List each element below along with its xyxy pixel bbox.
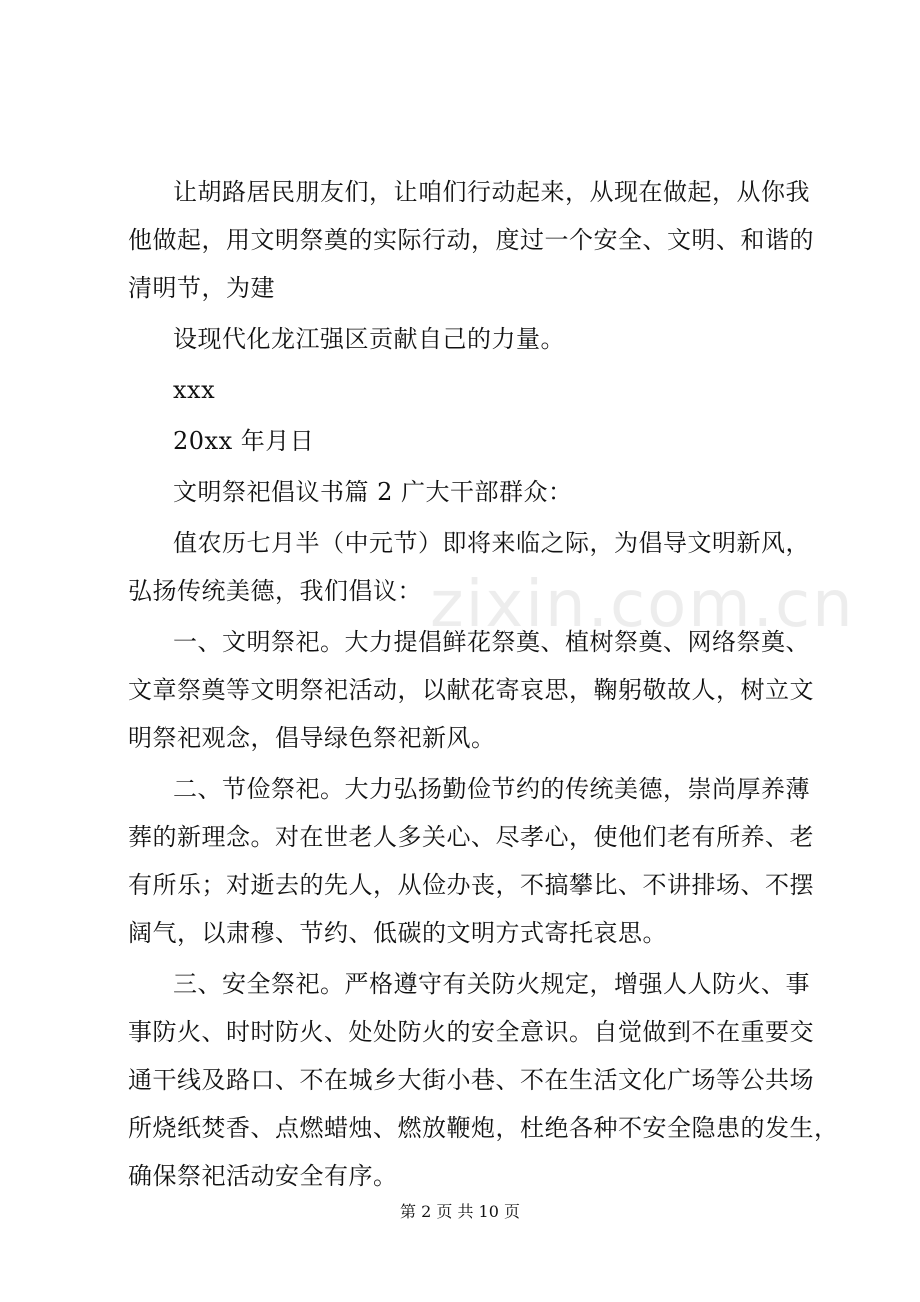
paragraph-closing-call <box>128 168 814 312</box>
text-line: 事防火、时时防火、处处防火的安全意识。自觉做到不在重要交 <box>128 1018 814 1046</box>
text-line: 二、节俭祭祀。大力弘扬勤俭节约的传统美德，崇尚厚养薄 <box>173 775 810 803</box>
paragraph-intro <box>128 519 808 615</box>
signature-name <box>128 366 808 414</box>
page-footer: 第 2 页 共 10 页 <box>400 1202 520 1221</box>
section-heading <box>128 468 808 516</box>
paragraph-item-3 <box>128 960 839 1200</box>
text-line: 阔气，以肃穆、节约、低碳的文明方式寄托哀思。 <box>128 919 667 947</box>
text-line: 让胡路居民朋友们，让咱们行动起来，从现在做起，从你我 <box>173 178 810 206</box>
text-line: 弘扬传统美德，我们倡议： <box>128 577 422 605</box>
text-line: 通干线及路口、不在城乡大街小巷、不在生活文化广场等公共场 <box>128 1066 814 1094</box>
text-line: 明祭祀观念，倡导绿色祭祀新风。 <box>128 724 496 752</box>
text-line: 值农历七月半（中元节）即将来临之际，为倡导文明新风， <box>173 529 810 557</box>
text-line: 文明祭祀倡议书篇 2 广大干部群众： <box>173 478 573 506</box>
document-body <box>128 168 839 1200</box>
paragraph-item-2 <box>128 765 814 957</box>
text-line: 清明节，为建 <box>128 274 275 302</box>
text-line: 一、文明祭祀。大力提倡鲜花祭奠、植树祭奠、网络祭奠、 <box>173 628 810 656</box>
paragraph-closing-continued <box>128 315 808 363</box>
text-line: 葬的新理念。对在世老人多关心、尽孝心，使他们老有所养、老 <box>128 823 814 851</box>
text-line: 他做起，用文明祭奠的实际行动，度过一个安全、文明、和谐的 <box>128 226 814 254</box>
text-line: xxx <box>173 376 216 404</box>
watermark: zixin.com.cn <box>430 568 855 642</box>
text-line: 文章祭奠等文明祭祀活动，以献花寄哀思，鞠躬敬故人，树立文 <box>128 676 814 704</box>
text-line: 三、安全祭祀。严格遵守有关防火规定，增强人人防火、事 <box>173 970 810 998</box>
text-line: 20xx 年月日 <box>173 427 315 455</box>
signature-date <box>128 417 808 465</box>
paragraph-item-1 <box>128 618 814 762</box>
text-line: 所烧纸焚香、点燃蜡烛、燃放鞭炮，杜绝各种不安全隐患的发生， <box>128 1114 839 1142</box>
text-line: 确保祭祀活动安全有序。 <box>128 1162 398 1190</box>
text-line: 有所乐；对逝去的先人，从俭办丧，不搞攀比、不讲排场、不摆 <box>128 871 814 899</box>
text-line: 设现代化龙江强区贡献自己的力量。 <box>173 325 565 353</box>
